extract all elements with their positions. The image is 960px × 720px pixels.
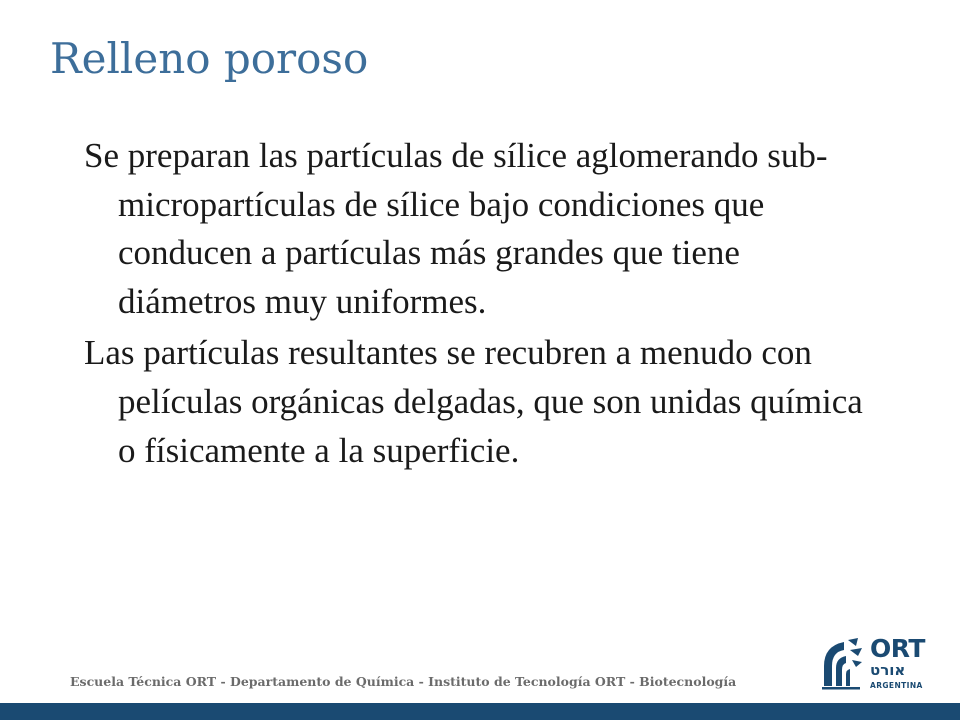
ort-logo: [820, 636, 928, 694]
body-paragraph-2: Las partículas resultantes se recubren a menudo con películas orgánicas delgadas, que son unidas química o físicamente a la superficie.: [84, 333, 863, 470]
logo-hebrew: אורט: [870, 661, 906, 679]
footer-text: Escuela Técnica ORT - Departamento de Química - Instituto de Tecnología ORT - Biotecnología: [70, 674, 737, 689]
body-paragraph-1: Se preparan las partículas de sílice aglomerando sub-micropartículas de sílice bajo condiciones que conducen a partículas más grandes que tiene diámetros muy uniformes.: [84, 136, 828, 321]
footer-bar: [0, 703, 960, 720]
slide-body: [84, 132, 884, 478]
logo-country: ARGENTINA: [870, 681, 923, 690]
slide-title: Relleno poroso: [50, 34, 369, 83]
logo-name: ORT: [870, 634, 925, 663]
ort-emblem-icon: [820, 636, 864, 690]
